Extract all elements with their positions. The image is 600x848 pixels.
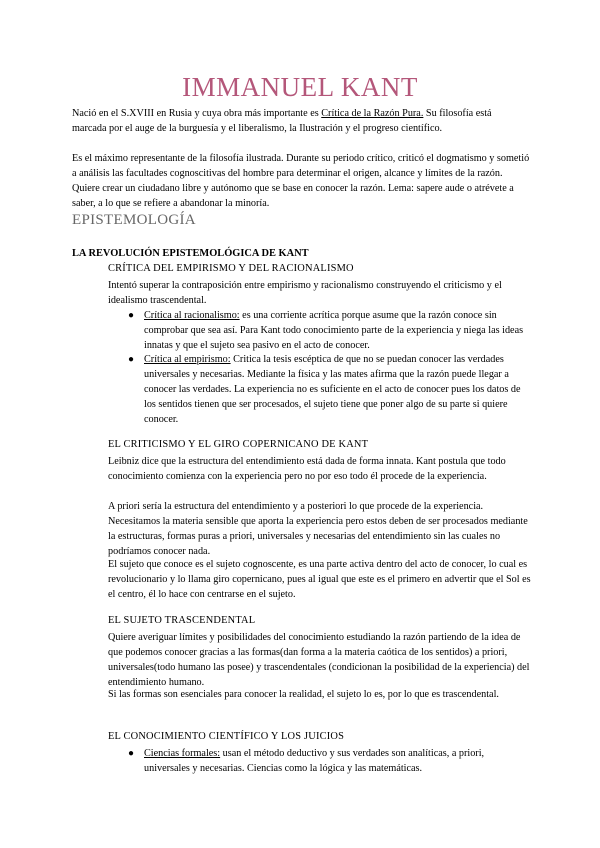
bullet-label: Crítica al racionalismo: — [144, 310, 240, 321]
sujeto-text-2: Si las formas son esenciales para conocer la realidad, el sujeto lo es, por lo que es trascendental. — [108, 689, 499, 700]
sujeto-paragraph-2 — [108, 687, 532, 702]
sujeto-paragraph-1 — [108, 630, 532, 690]
page-title: IMMANUEL KANT — [182, 72, 418, 102]
intro-paragraph-1 — [72, 106, 524, 136]
bullet-icon: ● — [127, 748, 135, 759]
intro-text-2: Su filosofía está marcada por el auge de la burguesía y el liberalismo, la Ilustración y el progreso científico. — [72, 108, 492, 134]
bullet-racionalismo — [144, 308, 524, 353]
criticismo-paragraph-3 — [108, 557, 532, 602]
book-title-link: Crítica de la Razón Pura. — [321, 108, 424, 119]
intro-text-1: Nació en el S.XVIII en Rusia y cuya obra más importante es — [72, 108, 322, 119]
bullet-text: es una corriente acrítica porque asume que la razón conoce sin comprobar que sea así. Para Kant todo conocimiento parte de la experiencia y niega las ideas innatas y que el sujeto sea pasivo en el acto de conocer. — [144, 310, 524, 351]
criticismo-text-3: El sujeto que conoce es el sujeto cognoscente, es una parte activa dentro del acto de conocer, lo cual es revolucionario y lo llama giro copernicano, pues al igual que este es el primero en advertir que el Sol es el centro, él lo hace con centrarse en el sujeto. — [108, 559, 531, 600]
bullet-text: usan el método deductivo y sus verdades son analíticas, a priori, universales y necesarias. Ciencias como la lógica y las matemáticas. — [144, 748, 485, 774]
subheading-conocimiento: EL CONOCIMIENTO CIENTÍFICO Y LOS JUICIOS — [108, 731, 345, 742]
bullet-icon: ● — [127, 310, 135, 321]
critica-paragraph — [108, 278, 532, 308]
intro-paragraph-2 — [72, 151, 532, 211]
section-title: LA REVOLUCIÓN EPISTEMOLÓGICA DE KANT — [72, 248, 309, 259]
epistemologia-heading: EPISTEMOLOGÍA — [72, 212, 196, 228]
subheading-sujeto: EL SUJETO TRASCENDENTAL — [108, 615, 256, 626]
criticismo-text-1: Leibniz dice que la estructura del entendimiento está dada de forma innata. Kant postula que todo conocimiento comienza con la experiencia pero no por eso todo él procede de la experiencia. — [108, 456, 506, 482]
subheading-criticismo: EL CRITICISMO Y EL GIRO COPERNICANO DE KANT — [108, 439, 369, 450]
bullet-label: Crítica al empirismo: — [144, 354, 231, 365]
bullet-text: Critica la tesis escéptica de que no se puedan conocer las verdades universales y necesarias. Mediante la física y las mates afirma que la razón puede llegar a conocer las verdades. La experiencia no es suficiente en el acto de conocer pues los datos de los sentidos tienen que ser procesados, el sujeto tiene que poner algo de su parte si quiere conocer. — [144, 354, 521, 425]
subheading-critica: CRÍTICA DEL EMPIRISMO Y DEL RACIONALISMO — [108, 263, 354, 274]
criticismo-paragraph-1 — [108, 454, 532, 484]
bullet-ciencias-formales — [144, 746, 524, 776]
criticismo-text-2: A priori sería la estructura del entendimiento y a posteriori lo que procede de la experiencia. Necesitamos la materia sensible que aporta la experiencia pero estos deben de ser procesados mediante la estructuras, formas puras a priori, universales y necesarias del entendimiento sin las cuales no podríamos conocer nada. — [108, 501, 528, 557]
bullet-label: Ciencias formales: — [144, 748, 221, 759]
sujeto-text-1: Quiere averiguar límites y posibilidades del conocimiento estudiando la razón partiendo de la idea de que podemos conocer gracias a las formas(dan forma a la materia caótica de los sentidos) a priori, universales(todo humano las posee) y trascendentales (condicionan la posibilidad de la experiencia) del entendimiento humano. — [108, 632, 530, 688]
critica-text: Intentó superar la contraposición entre empirismo y racionalismo construyendo el criticismo y el idealismo trascendental. — [108, 280, 502, 306]
bullet-icon: ● — [127, 354, 135, 365]
intro-text-3: Es el máximo representante de la filosofía ilustrada. Durante su periodo crítico, criticó el dogmatismo y sometió a análisis las facultades cognoscitivas del hombre para determinar el origen, alcance y límites de la razón. Quiere crear un ciudadano libre y autónomo que se base en conocer la razón. Lema: sapere aude o atrévete a saber, a lo que se refiere a abandonar la minoría. — [72, 153, 530, 209]
bullet-empirismo — [144, 352, 524, 427]
criticismo-paragraph-2 — [108, 499, 532, 559]
